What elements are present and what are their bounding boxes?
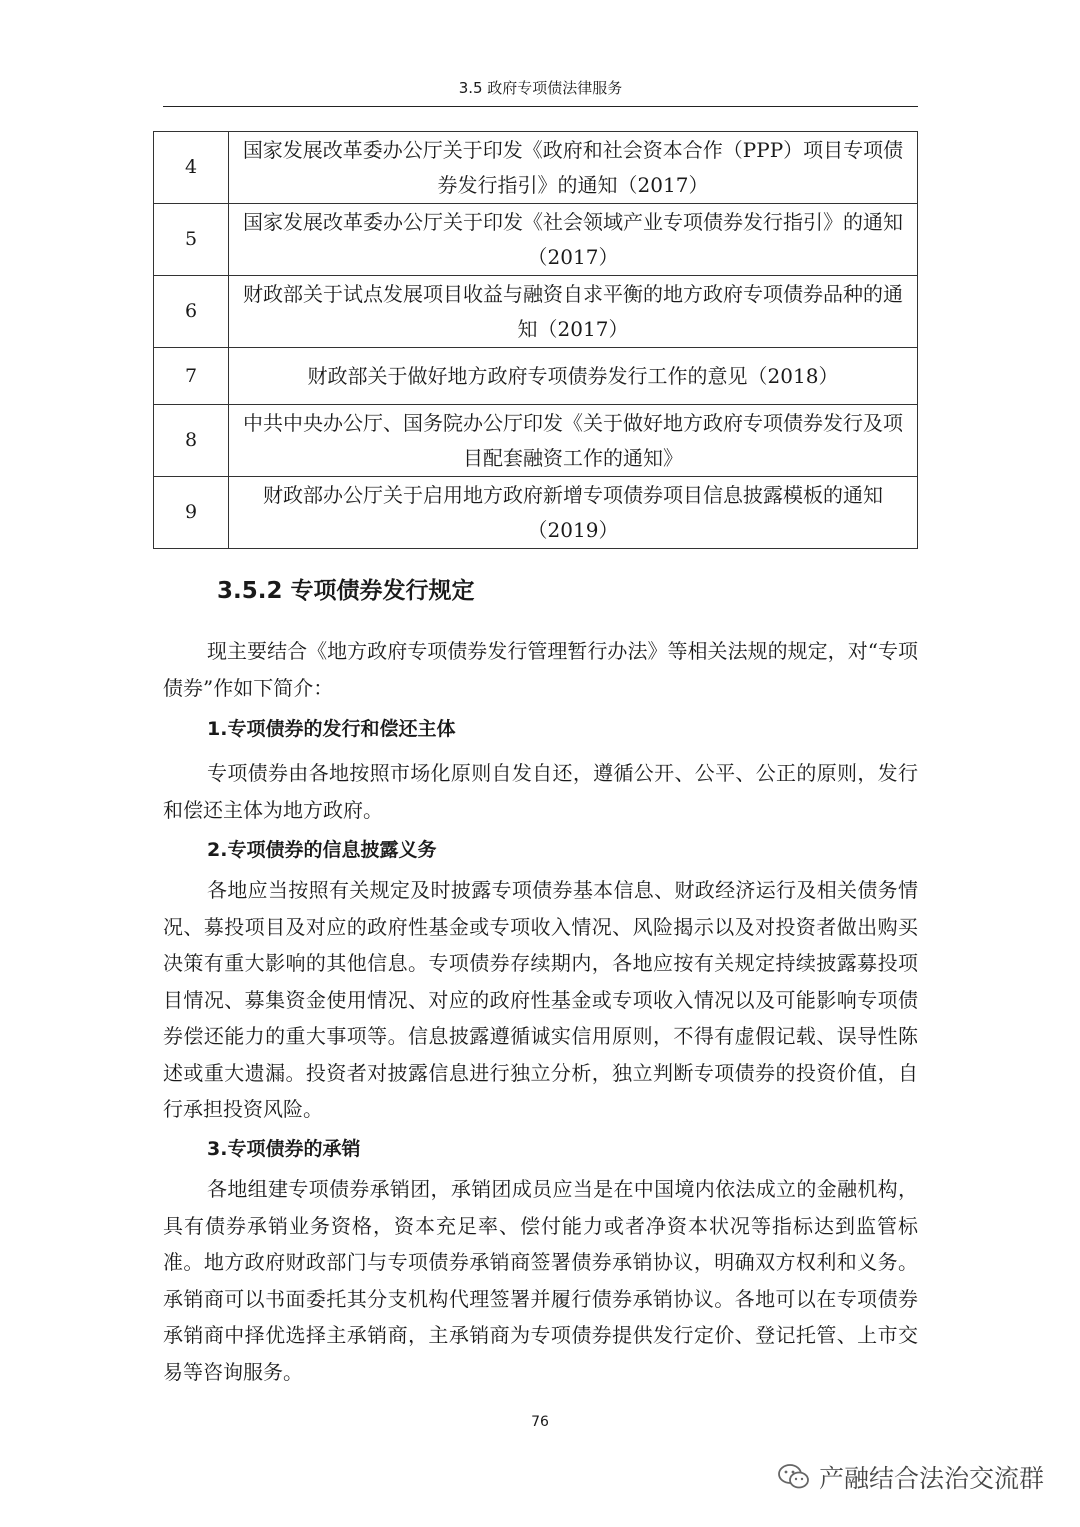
row-title: 财政部关于试点发展项目收益与融资自求平衡的地方政府专项债券品种的通知（2017） — [229, 276, 918, 348]
row-number: 8 — [154, 405, 229, 477]
row-number: 5 — [154, 204, 229, 276]
row-title: 国家发展改革委办公厅关于印发《政府和社会资本合作（PPP）项目专项债券发行指引》的通知（2017） — [229, 132, 918, 204]
table-row — [154, 405, 918, 477]
table-row — [154, 204, 918, 276]
row-title: 财政部关于做好地方政府专项债券发行工作的意见（2018） — [229, 348, 918, 405]
subsection-heading: 2.专项债券的信息披露义务 — [207, 839, 437, 861]
subsection-paragraph: 各地组建专项债券承销团，承销团成员应当是在中国境内依法成立的金融机构，具有债券承销业务资格，资本充足率、偿付能力或者净资本状况等指标达到监管标准。地方政府财政部门与专项债券承销商签署债券承销协议，明确双方权利和义务。承销商可以书面委托其分支机构代理签署并履行债券承销协议。各地可以在专项债券承销商中择优选择主承销商，主承销商为专项债券提供发行定价、登记托管、上市交易等咨询服务。 — [163, 1177, 918, 1384]
watermark — [777, 1459, 1044, 1495]
row-number: 9 — [154, 477, 229, 549]
intro-paragraph: 现主要结合《地方政府专项债券发行管理暂行办法》等相关法规的规定，对“专项债券”作如下简介： — [163, 639, 918, 700]
table-row — [154, 132, 918, 204]
table-row — [154, 276, 918, 348]
section-heading: 3.5.2 专项债券发行规定 — [217, 578, 475, 604]
page-number: 76 — [531, 1414, 549, 1430]
watermark-text: 产融结合法治交流群 — [818, 1464, 1044, 1493]
table-row — [154, 477, 918, 549]
subsection-heading: 3.专项债券的承销 — [207, 1138, 361, 1160]
row-number: 7 — [154, 348, 229, 405]
row-title: 财政部办公厅关于启用地方政府新增专项债券项目信息披露模板的通知（2019） — [229, 477, 918, 549]
regulations-table — [153, 131, 918, 549]
subsection-heading: 1.专项债券的发行和偿还主体 — [207, 718, 456, 740]
wechat-icon — [777, 1462, 811, 1492]
running-header: 3.5 政府专项债法律服务 — [163, 70, 918, 107]
subsection-paragraph: 各地应当按照有关规定及时披露专项债券基本信息、财政经济运行及相关债务情况、募投项目及对应的政府性基金或专项收入情况、风险揭示以及对投资者做出购买决策有重大影响的其他信息。专项债券存续期内，各地应按有关规定持续披露募投项目情况、募集资金使用情况、对应的政府性基金或专项收入情况以及可能影响专项债券偿还能力的重大事项等。信息披露遵循诚实信用原则，不得有虚假记载、误导性陈述或重大遗漏。投资者对披露信息进行独立分析，独立判断专项债券的投资价值，自行承担投资风险。 — [163, 878, 918, 1121]
row-number: 6 — [154, 276, 229, 348]
table-row — [154, 348, 918, 405]
row-number: 4 — [154, 132, 229, 204]
row-title: 国家发展改革委办公厅关于印发《社会领域产业专项债券发行指引》的通知（2017） — [229, 204, 918, 276]
subsection-paragraph: 专项债券由各地按照市场化原则自发自还，遵循公开、公平、公正的原则，发行和偿还主体为地方政府。 — [163, 761, 918, 822]
row-title: 中共中央办公厅、国务院办公厅印发《关于做好地方政府专项债券发行及项目配套融资工作的通知》 — [229, 405, 918, 477]
